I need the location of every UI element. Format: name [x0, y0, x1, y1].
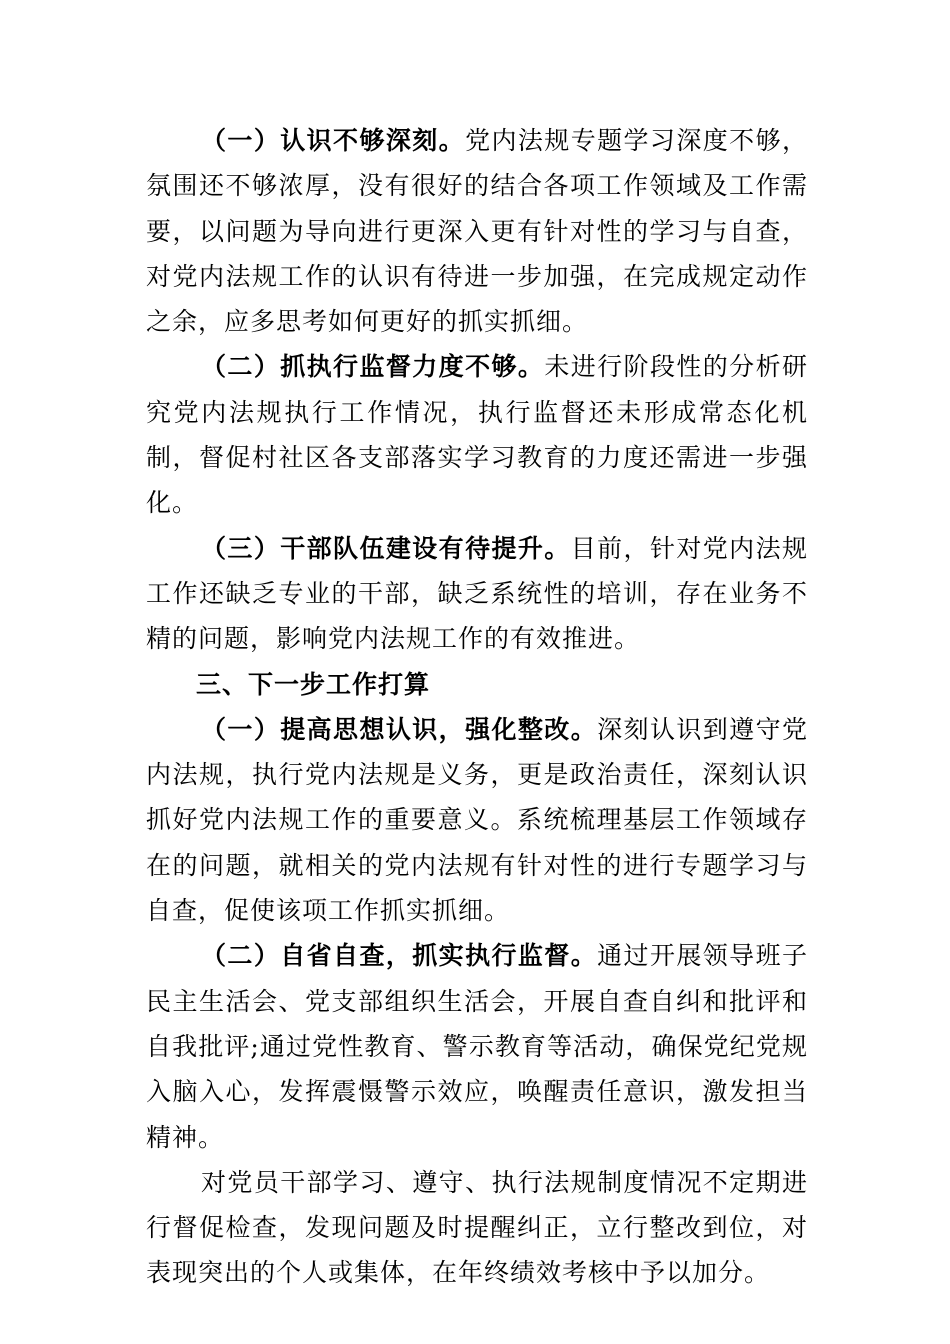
paragraph-text: 通过开展领导班子民主生活会、党支部组织生活会，开展自查自纠和批评和自我批评;通过党性教育、警示教育等活动，确保党纪党规入脑入心，发挥震慑警示效应，唤醒责任意识，激发担当精神。 [146, 941, 808, 1152]
paragraph-lead: （一）认识不够深刻。 [201, 126, 466, 155]
document-page [146, 118, 808, 1296]
paragraph-problem-2 [146, 344, 808, 525]
paragraph-plan-2 [146, 933, 808, 1159]
paragraph-text: 党内法规专题学习深度不够，氛围还不够浓厚，没有很好的结合各项工作领域及工作需要，以问题为导向进行更深入更有针对性的学习与自查，对党内法规工作的认识有待进一步加强，在完成规定动作之余，应多思考如何更好的抓实抓细。 [146, 126, 808, 337]
paragraph-text: 未进行阶段性的分析研究党内法规执行工作情况，执行监督还未形成常态化机制，督促村社区各支部落实学习教育的力度还需进一步强化。 [146, 352, 808, 518]
paragraph-lead: （二）自省自查，抓实执行监督。 [201, 941, 598, 971]
paragraph-lead: （一）提高思想认识，强化整改。 [201, 714, 598, 744]
paragraph-text: 深刻认识到遵守党内法规，执行党内法规是义务，更是政治责任，深刻认识抓好党内法规工作的重要意义。系统梳理基层工作领域存在的问题，就相关的党内法规有针对性的进行专题学习与自查，促使该项工作抓实抓细。 [146, 714, 808, 926]
paragraph-plan-1 [146, 707, 808, 933]
section-heading: 三、下一步工作打算 [196, 669, 431, 699]
paragraph-text: 目前，针对党内法规工作还缺乏专业的干部，缺乏系统性的培训，存在业务不精的问题，影响党内法规工作的有效推进。 [146, 533, 808, 654]
paragraph-lead: （二）抓执行监督力度不够。 [201, 352, 545, 382]
paragraph-problem-3 [146, 526, 808, 662]
paragraph-problem-1 [146, 118, 808, 344]
paragraph-closing: 对党员干部学习、遵守、执行法规制度情况不定期进行督促检查，发现问题及时提醒纠正，立行整改到位，对表现突出的个人或集体，在年终绩效考核中予以加分。 [146, 1167, 808, 1288]
paragraph-lead: （三）干部队伍建设有待提升。 [201, 533, 571, 563]
